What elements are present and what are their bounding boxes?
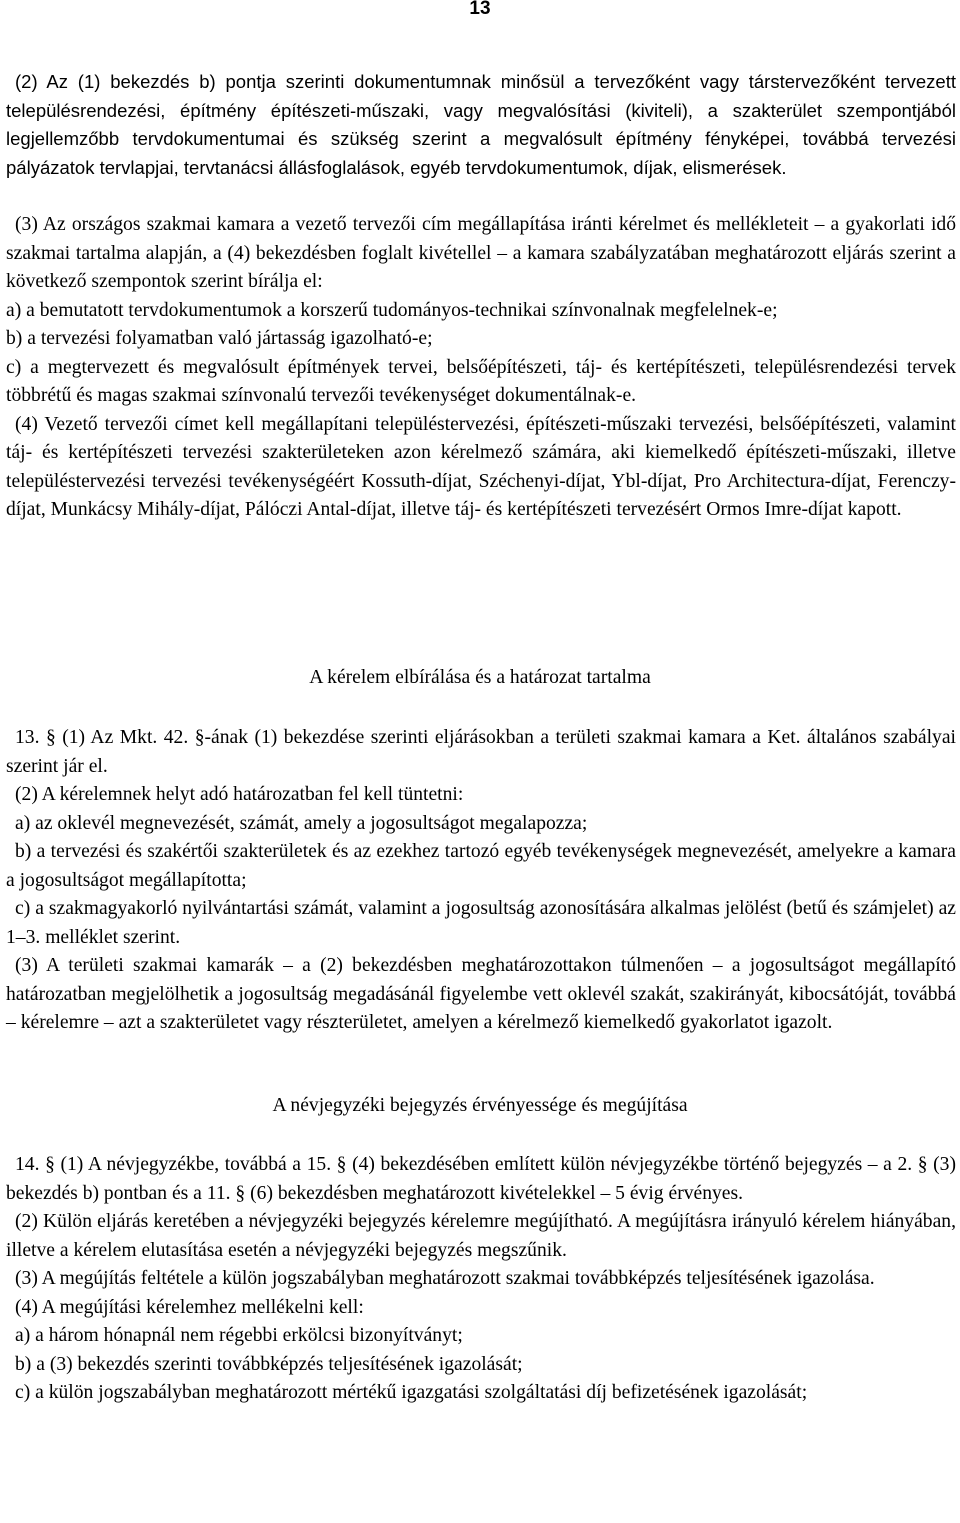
list-item-c: c) a megtervezett és megvalósult építmények tervei, belsőépítészeti, táj- és kertépítészeti, településrendezési tervek többrétű és magas szakmai színvonalú tervezői tevékenységet dokumentálnak-e. <box>6 356 956 406</box>
paragraph-3-evaluation: (3) Az országos szakmai kamara a vezető tervezői cím megállapítása iránti kérelmet és mellékleteit – a gyakorlati idő szakmai tartalma alapján, a (4) bekezdésben foglalt kivétellel – a kamara szabályzatában meghatározott eljárás szerint a következő szempontok szerint bírálja el: <box>6 214 956 292</box>
paragraph-14-3: (3) A megújítás feltétele a külön jogszabályban meghatározott szakmai továbbképzés teljesítésének igazolása. <box>15 1268 875 1289</box>
page-number: 13 <box>469 0 491 19</box>
paragraph-14-2: (2) Külön eljárás keretében a névjegyzéki bejegyzés kérelemre megújítható. A megújításra irányuló kérelem hiányában, illetve a kérelem elutasítása esetén a névjegyzéki bejegyzés megszűnik. <box>6 1211 956 1261</box>
section-leading-designer-criteria <box>6 211 956 525</box>
section-heading-application-decision: A kérelem elbírálása és a határozat tartalma <box>309 667 651 688</box>
list-item-b: b) a tervezési folyamatban való jártasság igazolható-e; <box>6 328 433 349</box>
list-item-14-a: a) a három hónapnál nem régebbi erkölcsi bizonyítványt; <box>15 1325 463 1346</box>
paragraph-14-1: 14. § (1) A névjegyzékbe, továbbá a 15. § (4) bekezdésében említett külön névjegyzékbe történő bejegyzés – a 2. § (3) bekezdés b) pontban és a 11. § (6) bekezdésben meghatározott kivételekkel – 5 évig érvényes. <box>6 1154 956 1204</box>
section-paragraph-2-sans <box>6 68 956 182</box>
section-14 <box>6 1151 956 1408</box>
paragraph-2-document-definition: (2) Az (1) bekezdés b) pontja szerinti dokumentumnak minősül a tervezőként vagy társtervezőként tervezett településrendezési, építmény építészeti-műszaki, vagy megvalósítási (kiviteli), a szakterület szempontjából legjellemzőbb tervdokumentumai és szükség szerint a megvalósult építmény fényképei, továbbá tervezési pályázatok tervlapjai, tervtanácsi állásfoglalások, egyéb tervdokumentumok, díjak, elismerések. <box>6 71 956 178</box>
paragraph-13-2: (2) A kérelemnek helyt adó határozatban fel kell tüntetni: <box>15 784 464 805</box>
section-13 <box>6 724 956 1038</box>
list-item-14-b: b) a (3) bekezdés szerinti továbbképzés teljesítésének igazolását; <box>15 1353 523 1375</box>
list-item-a: a) a bemutatott tervdokumentumok a korszerű tudományos-technikai színvonalnak megfelelnek-e; <box>6 299 778 321</box>
list-item-13-b: b) a tervezési és szakértői szakterületek és az ezekhez tartozó egyéb tevékenységek megnevezését, amelyekre a kamara a jogosultságot megállapította; <box>6 841 956 891</box>
paragraph-13-1: 13. § (1) Az Mkt. 42. §-ának (1) bekezdése szerinti eljárásokban a területi szakmai kamara a Ket. általános szabályai szerint jár el. <box>6 727 956 777</box>
list-item-13-c: c) a szakmagyakorló nyilvántartási számát, valamint a jogosultság azonosítására alkalmas jelölést (betű és számjelet) az 1–3. melléklet szerint. <box>6 898 956 948</box>
paragraph-4-awards: (4) Vezető tervezői címet kell megállapítani településtervezési, építészeti-műszaki tervezési, belsőépítészeti, valamint táj- és kertépítészeti tervezési szakterületeken azon kérelmező számára, aki kiemelkedő építészeti-műszaki, illetve településtervezési tervezési tevékenységéért Kossuth-díjat, Széchenyi-díjat, Ybl-díjat, Pro Architectura-díjat, Ferenczy-díjat, Munkácsy Mihály-díjat, Pálóczi Antal-díjat, illetve táj- és kertépítészeti tervezésért Ormos Imre-díjat kapott. <box>6 413 956 520</box>
paragraph-13-3: (3) A területi szakmai kamarák – a (2) bekezdésben meghatározottakon túlmenően – a jogosultságot megállapító határozatban megjelölhetik a jogosultság megadásánál figyelembe vett oklevél szakát, szakirányát, kibocsátóját, továbbá – kérelemre – azt a szakterületet vagy részterületet, amelyen a kérelmező kiemelkedő gyakorlatot igazolt. <box>6 955 956 1033</box>
section-heading-registry-validity: A névjegyzéki bejegyzés érvényessége és megújítása <box>272 1095 688 1116</box>
list-item-14-c: c) a külön jogszabályban meghatározott mértékű igazgatási szolgáltatási díj befizetésének igazolását; <box>15 1382 808 1403</box>
list-item-13-a: a) az oklevél megnevezését, számát, amely a jogosultságot megalapozza; <box>15 812 588 834</box>
paragraph-14-4: (4) A megújítási kérelemhez mellékelni kell: <box>15 1296 364 1318</box>
